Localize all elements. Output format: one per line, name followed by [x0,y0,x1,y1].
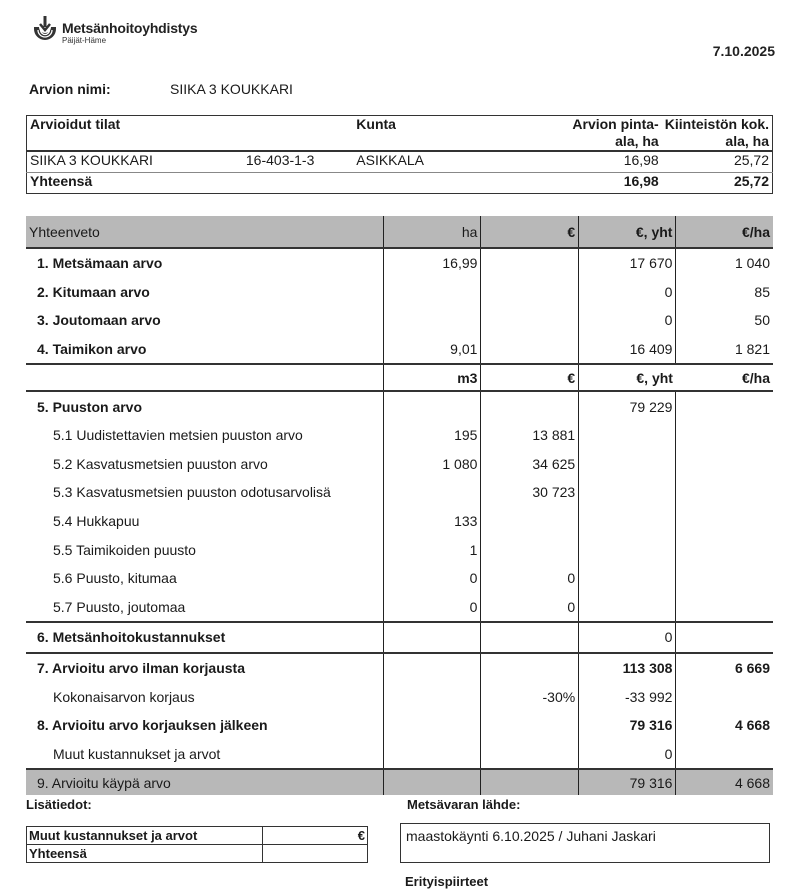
estimate-name-value: SIIKA 3 KOUKKARI [170,81,293,97]
stand-row: 5.1 Uudistettavien metsien puuston arvo 195 13 881 [26,421,773,450]
summary-title: Yhteenveto [26,216,383,248]
other-costs-sum-row: Yhteensä [27,845,368,863]
report-date: 7.10.2025 [712,43,775,59]
summary-row: 5. Puuston arvo 79 229 [26,391,773,421]
estates-sum-row [27,173,773,194]
estates-table [26,115,773,194]
other-costs-row: Muut kustannukset ja arvot € [27,827,368,845]
summary-row: 1. Metsämaan arvo 16,99 17 670 1 040 [26,248,773,278]
summary-row: 4. Taimikon arvo 9,01 16 409 1 821 [26,335,773,365]
col-header-tilat: Arvioidut tilat [30,116,121,132]
mhy-logo-icon [30,16,60,46]
fair-value-row: 9. Arvioitu käypä arvo 79 316 4 668 [26,769,773,795]
additional-info-label: Lisätiedot: [26,797,92,812]
summary-header-row: Yhteenveto ha € €, yht €/ha [26,216,773,248]
stand-row: 5.3 Kasvatusmetsien puuston odotusarvolisä 30 723 [26,478,773,507]
estate-area: 16,98 [550,151,662,173]
brand-name: Metsänhoitoyhdistys [62,20,198,36]
stand-header-row: m3 € €, yht €/ha [26,364,773,391]
brand-subtitle: Päijät-Häme [62,36,107,45]
stand-row: 5.5 Taimikoiden puusto 1 [26,535,773,564]
estate-total-area: 25,72 [662,151,773,173]
summary-row: 3. Joutomaan arvo 0 50 [26,306,773,335]
summary-row: 2. Kitumaan arvo 0 85 [26,278,773,307]
stand-row: 5.6 Puusto, kitumaa 0 0 [26,564,773,593]
estimate-name-label: Arvion nimi: [29,81,111,97]
sum-label: Yhteensä [27,173,243,194]
stand-row: 5.2 Kasvatusmetsien puuston arvo 1 080 34 625 [26,450,773,479]
summary-row: 8. Arvioitu arvo korjauksen jälkeen 79 316 4 668 [26,711,773,740]
sum-total-area: 25,72 [662,173,773,194]
sum-area: 16,98 [550,173,662,194]
summary-row: 7. Arvioitu arvo ilman korjausta 113 308 6 669 [26,653,773,683]
estates-header-row [27,116,773,152]
col-header-area: Arvion pinta- ala, ha [572,116,659,149]
cut-off-heading: Erityispiirteet [405,874,489,889]
source-value-box: maastokäynti 6.10.2025 / Juhani Jaskari [400,823,770,863]
estate-name: SIIKA 3 KOUKKARI [27,151,243,173]
summary-row: Muut kustannukset ja arvot 0 [26,740,773,770]
other-costs-table [26,826,368,863]
col-header-kunta: Kunta [356,116,396,132]
summary-table [26,216,773,795]
estate-row [27,151,773,173]
summary-row: Kokonaisarvon korjaus -30% -33 992 [26,682,773,711]
summary-row: 6. Metsänhoitokustannukset 0 [26,622,773,653]
stand-row: 5.7 Puusto, joutomaa 0 0 [26,593,773,623]
stand-row: 5.4 Hukkapuu 133 [26,507,773,536]
source-label: Metsävaran lähde: [407,797,521,812]
estate-kunta: ASIKKALA [353,151,550,173]
estate-id: 16-403-1-3 [243,151,353,173]
col-header-total-area: Kiinteistön kok. ala, ha [664,116,769,149]
